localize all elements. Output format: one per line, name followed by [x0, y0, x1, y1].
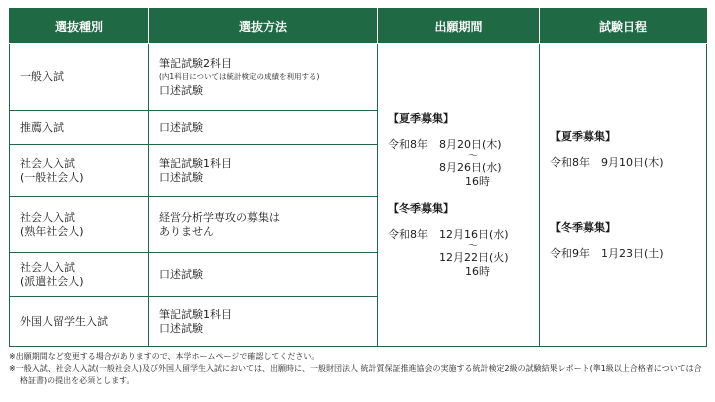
- type-cell: [10, 111, 149, 145]
- method-line: 口述試験: [159, 321, 203, 335]
- type-cell: [10, 253, 149, 297]
- header-application-period: 出願期間: [378, 9, 540, 44]
- winter-exam-date: 令和9年 1月23日(土): [550, 246, 664, 260]
- footnotes: [9, 351, 709, 387]
- type-line: 社会人入試: [20, 260, 75, 274]
- method-cell: [149, 44, 378, 111]
- footnote-period-change: ※出願期間など変更する場合がありますので、本学ホームページで確認してください。: [9, 352, 320, 361]
- type-cell: [10, 145, 149, 197]
- header-selection-method: 選抜方法: [149, 9, 378, 44]
- summer-exam-date: 令和8年 9月10日(木): [550, 155, 664, 169]
- method-cell: [149, 145, 378, 197]
- winter-period-time: 16時: [465, 264, 490, 278]
- header-exam-schedule: 試験日程: [540, 9, 707, 44]
- summer-period-start: 令和8年 8月20日(木): [388, 137, 502, 151]
- table-row: [10, 44, 707, 111]
- winter-period-start: 令和8年 12月16日(水): [388, 227, 509, 241]
- method-line: 口述試験: [159, 170, 203, 184]
- method-line: 経営分析学専攻の募集は: [159, 210, 280, 224]
- exam-schedule-cell: [540, 44, 707, 347]
- method-line: 筆記試験2科目: [159, 56, 232, 70]
- type-line: (派遣社会人): [20, 274, 84, 288]
- type-line: 推薦入試: [20, 120, 64, 134]
- winter-tilde: 〜: [468, 240, 478, 252]
- type-cell: [10, 44, 149, 111]
- method-note: (内1科目については統計検定の成績を利用する): [159, 71, 320, 81]
- summer-exam-label: 【夏季募集】: [550, 129, 616, 143]
- method-line: ありません: [159, 224, 214, 238]
- footnote-statistics-exam: ※一般入試、社会人入試(一般社会人)及び外国人留学生入試においては、出願時に、一般財団法人 統計質保証推進協会の実施する統計検定2級の試験結果レポート(準1級以上合格者については合格証書)の提出を必須とします。: [9, 364, 702, 385]
- type-cell: [10, 297, 149, 347]
- method-line: 筆記試験1科目: [159, 307, 232, 321]
- winter-period-end: 12月22日(火): [439, 250, 509, 264]
- type-line: (一般社会人): [20, 170, 84, 184]
- table-header-row: [10, 9, 707, 44]
- summer-tilde: 〜: [468, 150, 478, 162]
- winter-label: 【冬季募集】: [388, 201, 454, 215]
- type-line: 社会人入試: [20, 156, 75, 170]
- method-line: 口述試験: [159, 83, 203, 97]
- method-line: 口述試験: [159, 267, 203, 281]
- method-cell: [149, 253, 378, 297]
- summer-period-time: 16時: [465, 174, 490, 188]
- type-line: (熟年社会人): [20, 224, 84, 238]
- type-line: 外国人留学生入試: [20, 314, 108, 328]
- summer-label: 【夏季募集】: [388, 111, 454, 125]
- type-line: 社会人入試: [20, 210, 75, 224]
- winter-exam-label: 【冬季募集】: [550, 220, 616, 234]
- type-cell: [10, 197, 149, 253]
- method-line: 筆記試験1科目: [159, 156, 232, 170]
- method-cell: [149, 111, 378, 145]
- method-cell: [149, 197, 378, 253]
- method-cell: [149, 297, 378, 347]
- summer-period-end: 8月26日(水): [439, 160, 502, 174]
- header-selection-type: 選抜種別: [10, 9, 149, 44]
- method-line: 口述試験: [159, 120, 203, 134]
- type-line: 一般入試: [20, 70, 64, 83]
- selection-table: [9, 8, 707, 347]
- application-period-cell: [378, 44, 540, 347]
